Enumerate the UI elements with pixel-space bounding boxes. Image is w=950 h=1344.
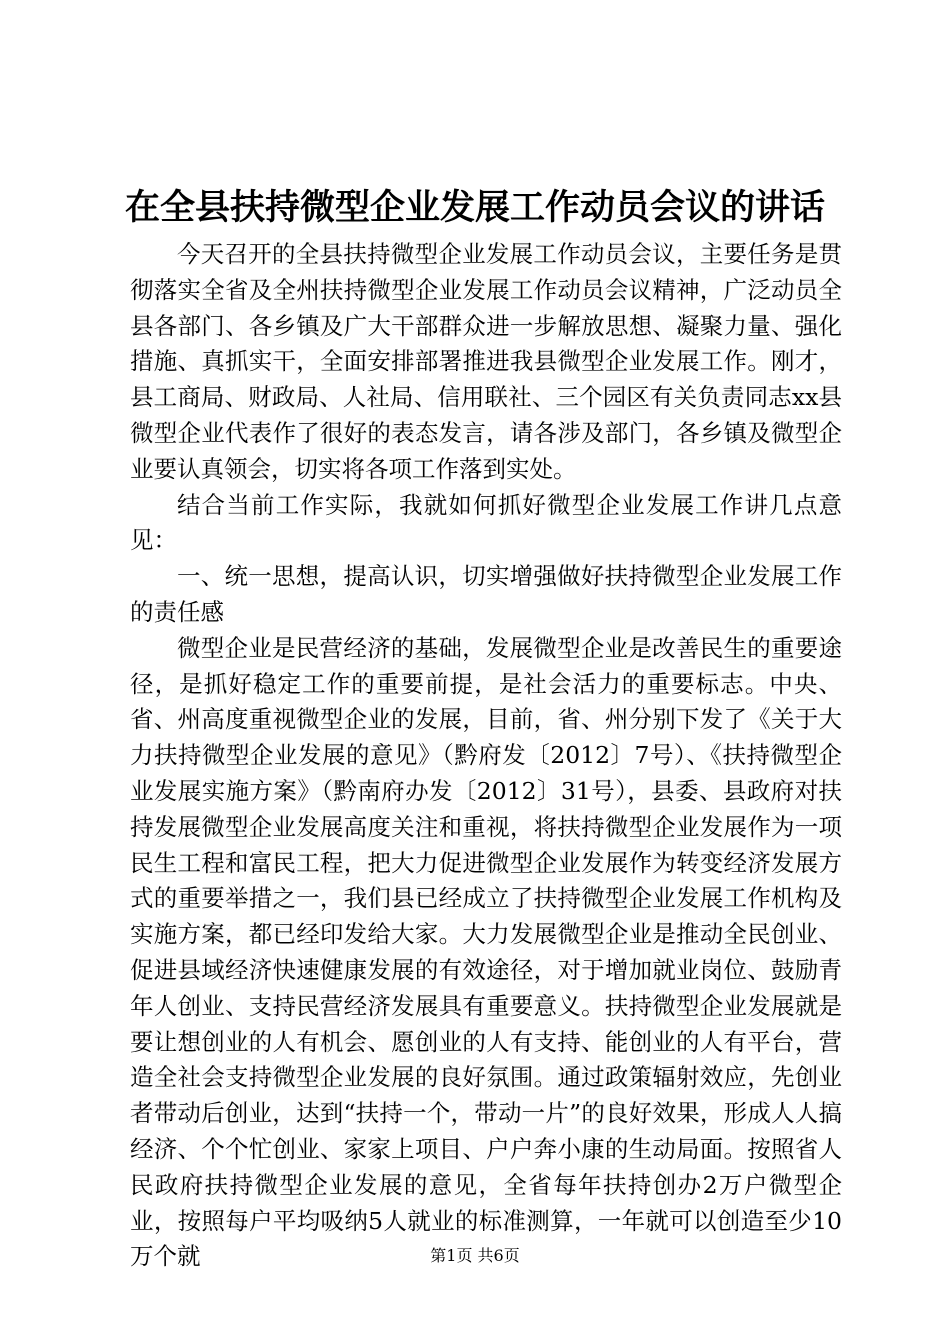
paragraph: 今天召开的全县扶持微型企业发展工作动员会议，主要任务是贯彻落实全省及全州扶持微型企业发展工作动员会议精神，广泛动员全县各部门、各乡镇及广大干部群众进一步解放思想、凝聚力量、强化措施、真抓实干，全面安排部署推进我县微型企业发展工作。刚才，县工商局、财政局、人社局、信用联社、三个园区有关负责同志xx县微型企业代表作了很好的表态发言，请各涉及部门，各乡镇及微型企业要认真领会，切实将各项工作落到实处。 xyxy=(130,240,842,483)
section-heading: 一、统一思想，提高认识，切实增强做好扶持微型企业发展工作的责任感 xyxy=(130,562,842,626)
page-number-footer: 第1页 共6页 xyxy=(430,1246,520,1265)
document-title: 在全县扶持微型企业发展工作动员会议的讲话 xyxy=(124,188,825,228)
document-body xyxy=(130,237,842,1275)
paragraph: 微型企业是民营经济的基础，发展微型企业是改善民生的重要途径，是抓好稳定工作的重要前提，是社会活力的重要标志。中央、省、州高度重视微型企业的发展，目前，省、州分别下发了《关于大力扶持微型企业发展的意见》（黔府发〔2012〕7号）、《扶持微型企业发展实施方案》（黔南府办发〔2012〕31号），县委、县政府对扶持发展微型企业发展高度关注和重视，将扶持微型企业发展作为一项民生工程和富民工程，把大力促进微型企业发展作为转变经济发展方式的重要举措之一，我们县已经成立了扶持微型企业发展工作机构及实施方案，都已经印发给大家。大力发展微型企业是推动全民创业、促进县域经济快速健康发展的有效途径，对于增加就业岗位、鼓励青年人创业、支持民营经济发展具有重要意义。扶持微型企业发展就是要让想创业的人有机会、愿创业的人有支持、能创业的人有平台，营造全社会支持微型企业发展的良好氛围。通过政策辐射效应，先创业者带动后创业，达到“扶持一个，带动一片”的良好效果，形成人人搞经济、个个忙创业、家家上项目、户户奔小康的生动局面。按照省人民政府扶持微型企业发展的意见，全省每年扶持创办2万户微型企业，按照每户平均吸纳5人就业的标准测算，一年就可以创造至少10万个就 xyxy=(130,633,842,1271)
paragraph: 结合当前工作实际，我就如何抓好微型企业发展工作讲几点意见： xyxy=(130,490,842,555)
